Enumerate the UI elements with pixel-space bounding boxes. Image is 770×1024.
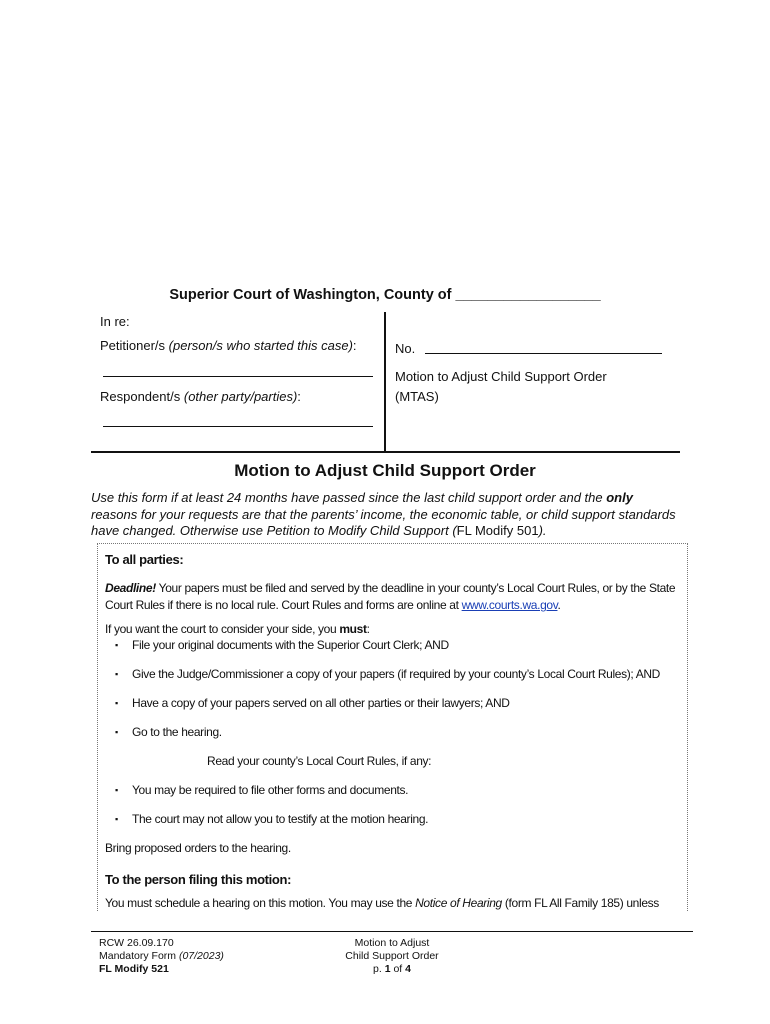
caption-divider <box>384 312 386 452</box>
step-item: Give the Judge/Commissioner a copy of your papers (if required by your county’s Local Court Rules); AND <box>132 667 660 681</box>
instructions-box <box>97 543 688 911</box>
respondent-colon: : <box>297 389 301 404</box>
deadline-text-1: Your papers must be filed and served by the deadline in your county’s Local Court Rules, or by the State <box>155 581 676 595</box>
in-re-label: In re: <box>100 314 130 329</box>
intro-text-3: ). <box>538 523 547 538</box>
step-item: Go to the hearing. <box>132 725 222 739</box>
local-rule-item: The court may not allow you to testify at the motion hearing. <box>132 812 429 826</box>
footer-page-current: 1 <box>384 963 391 975</box>
intro-paragraph <box>91 490 681 540</box>
footer-page-prefix: p. <box>373 963 385 975</box>
petitioner-label <box>100 338 357 353</box>
petitioner-colon: : <box>352 338 357 353</box>
schedule-suffix: (form FL All Family 185) unless <box>501 896 659 910</box>
footer-title-line2: Child Support Order <box>345 950 439 962</box>
schedule-line <box>105 896 659 910</box>
respondent-label <box>100 389 301 404</box>
caption-doc-title-line1: Motion to Adjust Child Support Order <box>395 369 607 384</box>
bullet-icon: ▪ <box>115 727 118 737</box>
petitioner-label-text: Petitioner/s <box>100 338 166 353</box>
consider-prefix: If you want the court to consider your side, you <box>105 622 340 636</box>
intro-only: only <box>606 490 633 505</box>
respondent-label-text: Respondent/s <box>100 389 181 404</box>
case-number-field[interactable] <box>425 340 662 354</box>
petitioner-name-field[interactable] <box>103 363 373 377</box>
footer-page-of: of <box>390 963 406 975</box>
footer-page-total: 4 <box>405 963 411 975</box>
deadline-text-2: Court Rules if there is no local rule. Court Rules and forms are online at <box>105 598 462 612</box>
to-all-parties-heading: To all parties: <box>105 552 184 567</box>
footer-form-id: FL Modify 521 <box>99 963 169 975</box>
intro-form-reference: FL Modify 501 <box>456 523 539 538</box>
local-rule-item: You may be required to file other forms and documents. <box>132 783 409 797</box>
footer-title-line1: Motion to Adjust <box>354 937 430 949</box>
petitioner-note: (person/s who started this case) <box>168 338 353 353</box>
footer-left <box>99 937 224 976</box>
case-number-label: No. <box>395 341 416 356</box>
deadline-label: Deadline! <box>105 581 156 595</box>
caption-case-info <box>394 312 680 452</box>
footer-form-status <box>99 950 224 963</box>
bullet-icon: ▪ <box>115 640 118 650</box>
notice-of-hearing-ref: Notice of Hearing <box>415 896 502 910</box>
bring-orders-text: Bring proposed orders to the hearing. <box>105 841 291 855</box>
case-caption <box>91 312 680 454</box>
caption-bottom-rule <box>91 451 680 453</box>
step-item: Have a copy of your papers served on all other parties or their lawyers; AND <box>132 696 510 710</box>
intro-text-1: Use this form if at least 24 months have passed since the last child support order and the <box>91 490 607 505</box>
deadline-end: . <box>557 598 561 612</box>
step-item: File your original documents with the Superior Court Clerk; AND <box>132 638 449 652</box>
bullet-icon: ▪ <box>115 669 118 679</box>
respondent-note: (other party/parties) <box>183 389 298 404</box>
local-rules-heading: Read your county’s Local Court Rules, if any: <box>207 754 432 768</box>
footer-center <box>300 937 484 976</box>
schedule-prefix: You must schedule a hearing on this motion. You may use the <box>105 896 416 910</box>
footer-form-date: (07/2023) <box>178 950 224 962</box>
footer-statute: RCW 26.09.170 <box>99 937 174 949</box>
court-heading: Superior Court of Washington, County of __________________ <box>169 287 601 303</box>
bullet-icon: ▪ <box>115 814 118 824</box>
intro-text-2: reasons for your requests are that the parents’ income, the economic table, or child support standards have changed. Otherwise use Petition to Modify Child Support ( <box>91 506 676 538</box>
courts-website-link[interactable]: www.courts.wa.gov <box>461 598 558 612</box>
deadline-line-2 <box>105 598 560 612</box>
footer-rule <box>91 931 693 932</box>
consider-suffix: : <box>366 622 370 636</box>
deadline-line-1 <box>105 581 675 595</box>
caption-parties <box>91 312 384 452</box>
footer-form-status-prefix: Mandatory Form <box>99 950 179 962</box>
to-filer-heading: To the person filing this motion: <box>105 872 292 887</box>
caption-doc-title-line2: (MTAS) <box>395 389 439 404</box>
bullet-icon: ▪ <box>115 785 118 795</box>
consider-line <box>105 622 370 636</box>
consider-must: must <box>339 622 367 636</box>
respondent-name-field[interactable] <box>103 413 373 427</box>
bullet-icon: ▪ <box>115 698 118 708</box>
footer-page-number <box>300 963 484 976</box>
form-title: Motion to Adjust Child Support Order <box>234 461 536 480</box>
